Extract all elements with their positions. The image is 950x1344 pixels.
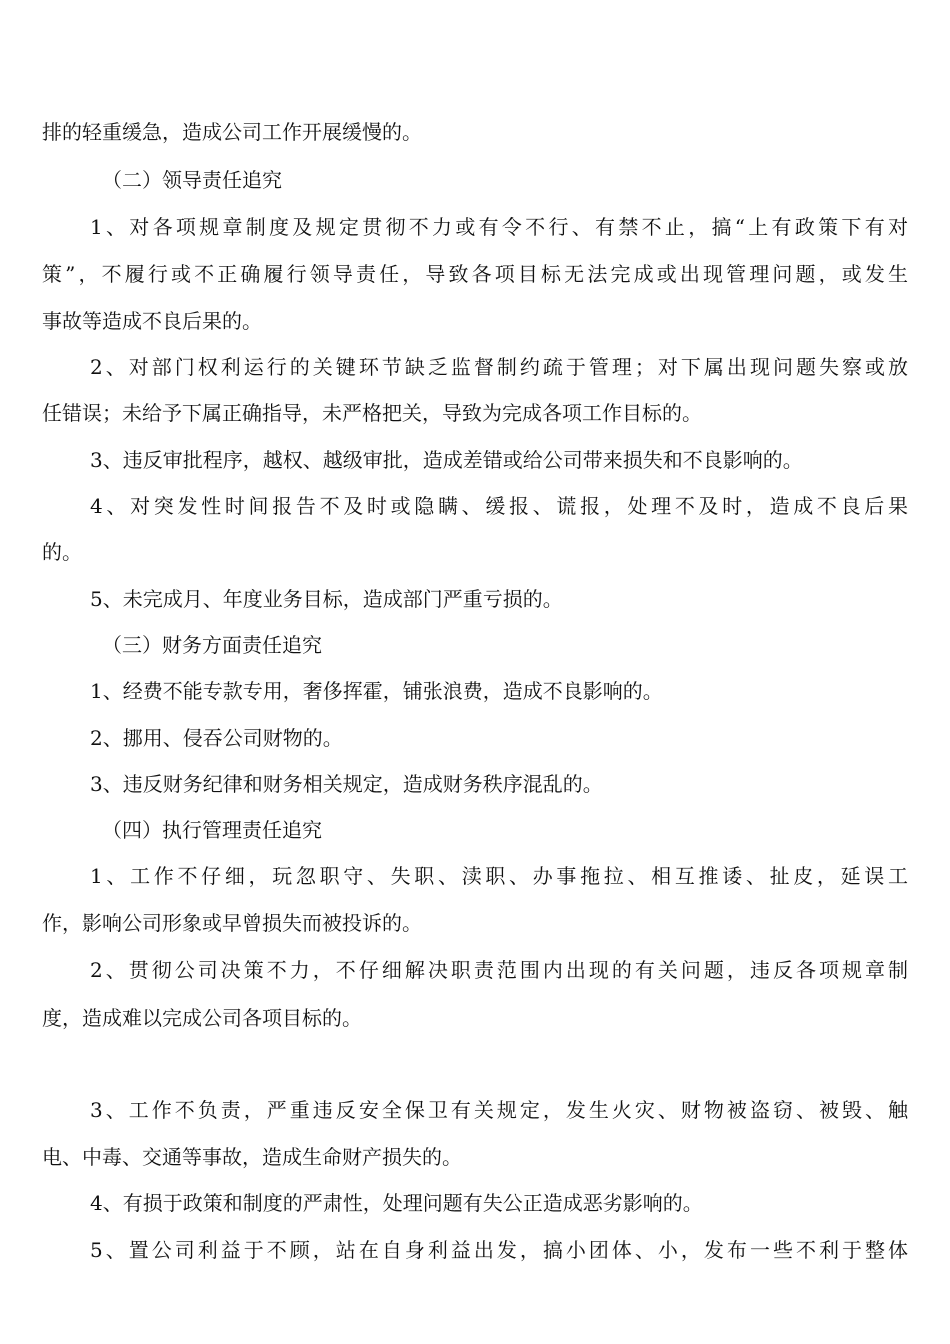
paragraph-line: 2、对部门权利运行的关键环节缺乏监督制约疏于管理；对下属出现问题失察或放 — [90, 355, 908, 379]
paragraph-line: 4、对突发性时间报告不及时或隐瞒、缓报、谎报，处理不及时，造成不良后果 — [90, 494, 908, 518]
paragraph-line: 5、置公司利益于不顾，站在自身利益出发，搞小团体、小，发布一些不利于整体 — [90, 1238, 908, 1262]
paragraph-line: 1、经费不能专款专用，奢侈挥霍，铺张浪费，造成不良影响的。 — [90, 679, 663, 703]
paragraph-line: 2、贯彻公司决策不力，不仔细解决职责范围内出现的有关问题，违反各项规章制 — [90, 958, 908, 982]
paragraph-line: 3、工作不负责，严重违反安全保卫有关规定，发生火灾、财物被盗窃、被毁、触 — [90, 1098, 908, 1122]
paragraph-line: 3、违反财务纪律和财务相关规定，造成财务秩序混乱的。 — [90, 772, 603, 796]
paragraph-line: 度，造成难以完成公司各项目标的。 — [42, 1006, 362, 1030]
paragraph-line: 3、违反审批程序，越权、越级审批，造成差错或给公司带来损失和不良影响的。 — [90, 448, 803, 472]
section-heading: （四）执行管理责任追究 — [102, 818, 322, 842]
section-heading: （二）领导责任追究 — [102, 168, 282, 192]
paragraph-line: 排的轻重缓急，造成公司工作开展缓慢的。 — [42, 120, 422, 144]
paragraph-line: 5、未完成月、年度业务目标，造成部门严重亏损的。 — [90, 587, 563, 611]
paragraph-line: 策”，不履行或不正确履行领导责任，导致各项目标无法完成或出现管理问题，或发生 — [42, 262, 908, 286]
paragraph-line: 电、中毒、交通等事故，造成生命财产损失的。 — [42, 1145, 462, 1169]
paragraph-line: 4、有损于政策和制度的严肃性，处理问题有失公正造成恶劣影响的。 — [90, 1191, 703, 1215]
paragraph-line: 的。 — [42, 540, 82, 564]
paragraph-line: 事故等造成不良后果的。 — [42, 309, 262, 333]
paragraph-line: 1、工作不仔细，玩忽职守、失职、渎职、办事拖拉、相互推诿、扯皮，延误工 — [90, 864, 908, 888]
paragraph-line: 2、挪用、侵吞公司财物的。 — [90, 726, 343, 750]
paragraph-line: 任错误；未给予下属正确指导，未严格把关，导致为完成各项工作目标的。 — [42, 401, 702, 425]
paragraph-line: 作，影响公司形象或早曾损失而被投诉的。 — [42, 911, 422, 935]
section-heading: （三）财务方面责任追究 — [102, 633, 322, 657]
paragraph-line: 1、对各项规章制度及规定贯彻不力或有令不行、有禁不止，搞“上有政策下有对 — [90, 215, 908, 239]
